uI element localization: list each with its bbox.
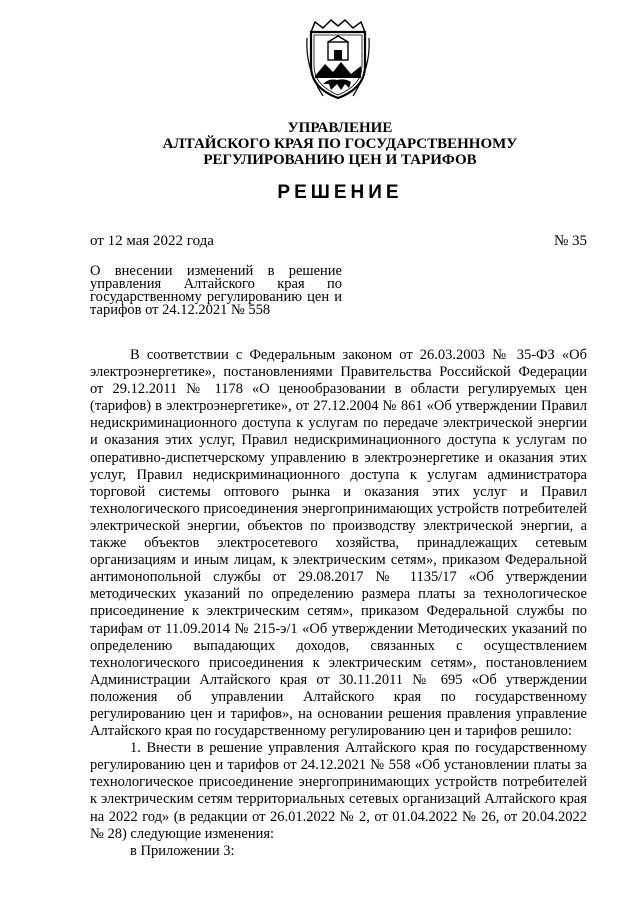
document-type-title: РЕШЕНИЕ [277, 182, 403, 203]
org-line: УПРАВЛЕНИЕ [287, 120, 393, 136]
coat-of-arms-icon [303, 18, 373, 102]
document-number: № 35 [553, 233, 587, 249]
document-date: от 12 мая 2022 года [90, 233, 214, 249]
org-line: РЕГУЛИРОВАНИЮ ЦЕН И ТАРИФОВ [203, 152, 477, 168]
document-body [90, 347, 587, 860]
organization-name [140, 120, 540, 168]
item-1-paragraph: 1. Внести в решение управления Алтайского края по государственному регулированию цен и тарифов от 24.12.2021 № 558 «Об установлении платы за технологическое присоединение энергопринимающих устройств потребителей к электрическим сетям территориальных сетевых организаций Алтайского края на 2022 год» (в редакции от 26.01.2022 № 2, от 01.04.2022 № 26, от 20.04.2022 № 28) следующие изменения: [90, 740, 587, 842]
org-line: АЛТАЙСКОГО КРАЯ ПО ГОСУДАРСТВЕННОМУ [162, 136, 518, 152]
item-1-subparagraph: в Приложении 3: [130, 842, 235, 859]
document-subject: О внесении изменений в решение управления Алтайского края по государственному регулированию цен и тарифов от 24.12.2021 № 558 [90, 263, 342, 318]
preamble-paragraph: В соответствии с Федеральным законом от 26.03.2003 № 35-ФЗ «Об электроэнергетике», постановлениями Правительства Российской Федерации от 29.12.2011 № 1178 «О ценообразовании в области регулируемых цен (тарифов) в электроэнергетике», от 27.12.2004 № 861 «Об утверждении Правил недискриминационного доступа к услугам по передаче электрической энергии и оказания этих услуг, Правил недискриминационного доступа к услугам по оперативно-диспетчерскому управлению в электроэнергетике и оказания этих услуг, Правил недискриминационного доступа к услугам администратора торговой системы оптового рынка и оказания этих услуг и Правил технологического присоединения энергопринимающих устройств потребителей электрической энергии, объектов по производству электрической энергии, а также объектов электросетевого хозяйства, принадлежащих сетевым организациям и иным лицам, к электрическим сетям», приказом Федеральной антимонопольной службы от 29.08.2017 № 1135/17 «Об утверждении методических указаний по определению размера платы за технологическое присоединение к электрическим сетям», приказом Федеральной службы по тарифам от 11.09.2014 № 215-э/1 «Об утверждении Методических указаний по определению выпадающих доходов, связанных с осуществлением технологического присоединения к электрическим сетям», постановлением Администрации Алтайского края от 30.11.2011 № 695 «Об утверждении положения об управлении Алтайского края по государственному регулированию цен и тарифов», на основании решения правления управление Алтайского края по государственному регулированию цен и тарифов решило: [90, 347, 587, 740]
